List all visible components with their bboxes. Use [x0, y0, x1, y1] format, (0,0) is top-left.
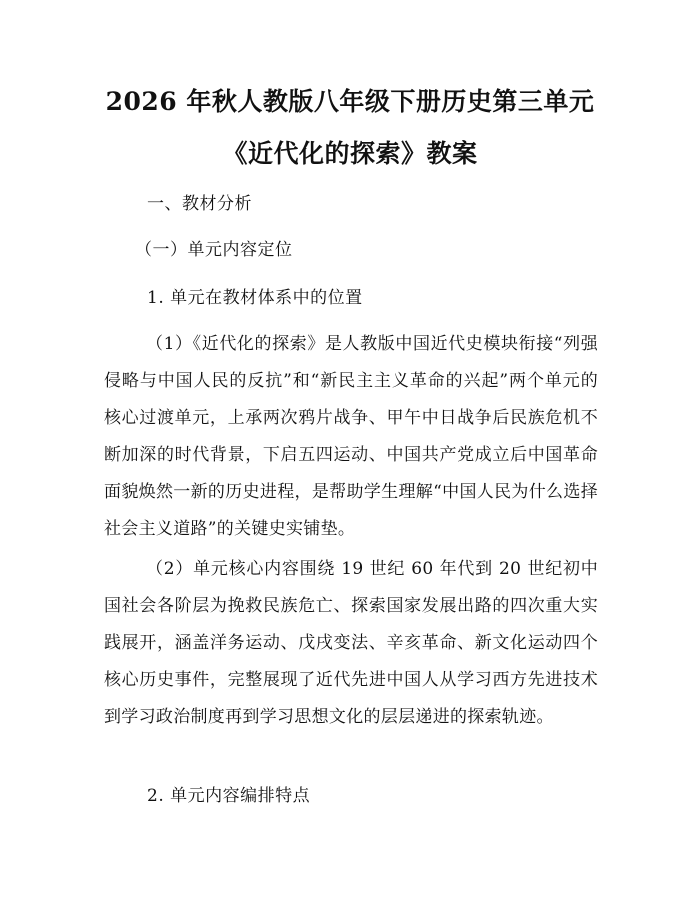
- paragraph-2: （2）单元核心内容围绕 19 世纪 60 年代到 20 世纪初中国社会各阶层为挽救民族危亡、探索国家发展出路的四次重大实践展开，涵盖洋务运动、戊戌变法、辛亥革命、新文化运动四个核心历史事件，完整展现了近代先进中国人从学习西方先进技术到学习政治制度再到学习思想文化的层层递进的探索轨迹。: [104, 559, 598, 727]
- document-title-line-2: 《近代化的探索》教案: [222, 139, 478, 168]
- subsection-heading-unit-positioning: （一）单元内容定位: [135, 240, 293, 260]
- item-heading-unit-position: 1. 单元在教材体系中的位置: [147, 288, 363, 308]
- paragraph-1: （1）《近代化的探索》是人教版中国近代史模块衔接“列强侵略与中国人民的反抗”和“新民主主义革命的兴起”两个单元的核心过渡单元，上承两次鸦片战争、甲午中日战争后民族危机不断加深的时代背景，下启五四运动、中国共产党成立后中国革命面貌焕然一新的历史进程，是帮助学生理解“中国人民为什么选择社会主义道路”的关键史实铺垫。: [104, 334, 598, 539]
- item-heading-unit-arrangement: 2. 单元内容编排特点: [147, 786, 311, 806]
- section-heading-teaching-material-analysis: 一、教材分析: [147, 194, 252, 214]
- document-title-line-1: 2026 年秋人教版八年级下册历史第三单元: [105, 87, 595, 116]
